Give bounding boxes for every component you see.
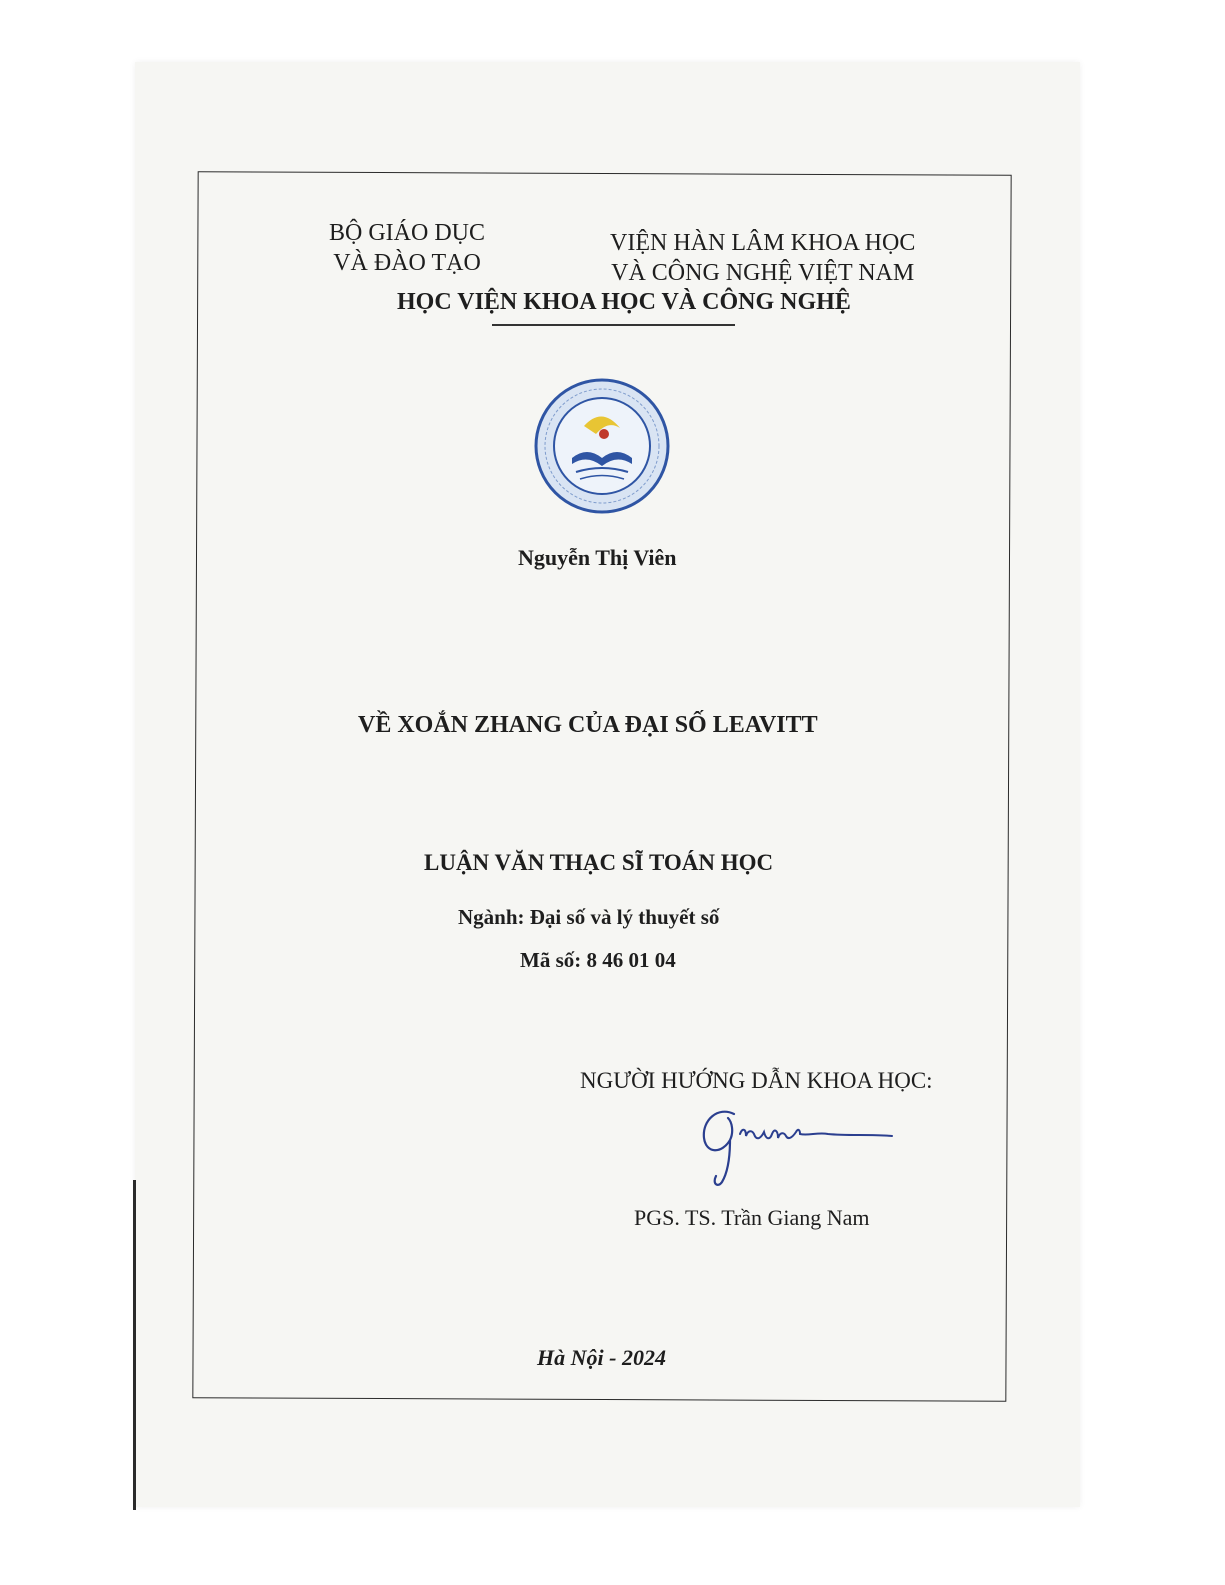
academy-name-line1: VIỆN HÀN LÂM KHOA HỌC: [610, 230, 916, 256]
author-name: Nguyễn Thị Viên: [518, 545, 677, 570]
place-and-year: Hà Nội - 2024: [537, 1345, 666, 1370]
advisor-name: PGS. TS. Trần Giang Nam: [634, 1205, 870, 1230]
ministry-name: [329, 218, 485, 278]
ministry-name-line1: BỘ GIÁO DỤC: [329, 220, 485, 246]
institute-underline: [492, 324, 735, 326]
handwritten-signature-icon: [688, 1092, 898, 1192]
major-code: Mã số: 8 46 01 04: [520, 948, 676, 972]
thesis-type: LUẬN VĂN THẠC SĨ TOÁN HỌC: [424, 850, 774, 875]
paper-edge: [133, 1180, 136, 1510]
academy-name: [610, 228, 915, 288]
ministry-name-line2: VÀ ĐÀO TẠO: [333, 250, 481, 276]
thesis-title: VỀ XOẮN ZHANG CỦA ĐẠI SỐ LEAVITT: [358, 712, 818, 738]
advisor-label: NGƯỜI HƯỚNG DẪN KHOA HỌC:: [580, 1068, 933, 1093]
major-field: Ngành: Đại số và lý thuyết số: [458, 905, 720, 929]
cover-border-frame: [192, 171, 1011, 1402]
academy-name-line2: VÀ CÔNG NGHỆ VIỆT NAM: [611, 260, 915, 286]
institute-seal-icon: [532, 376, 672, 516]
institute-name: HỌC VIỆN KHOA HỌC VÀ CÔNG NGHỆ: [397, 289, 851, 315]
